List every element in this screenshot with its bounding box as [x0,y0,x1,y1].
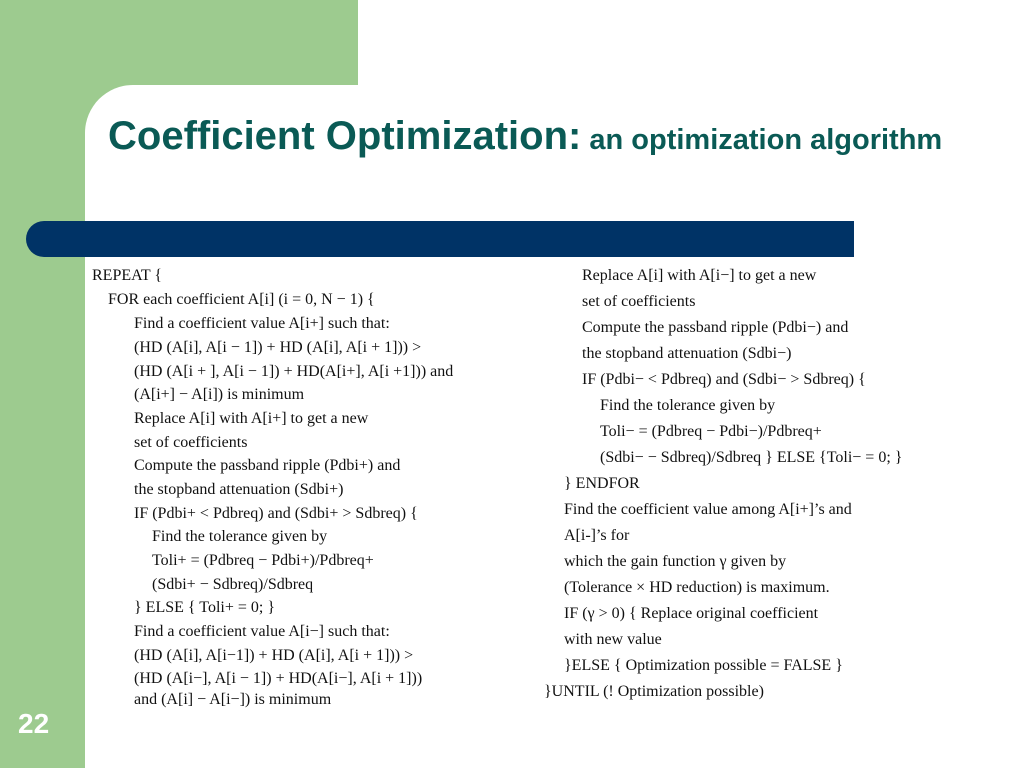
algo-line: A[i-]’s for [564,527,630,544]
algo-line: Find the tolerance given by [600,397,776,414]
title-main: Coefficient Optimization: [108,114,582,158]
algo-line: Find a coefficient value A[i+] such that: [134,315,390,332]
algo-line: and (A[i] − A[i−]) is minimum [134,691,332,708]
algo-line: Find the tolerance given by [152,528,328,545]
algo-line: (Tolerance × HD reduction) is maximum. [564,579,830,596]
algo-line: Find the coefficient value among A[i+]’s and [564,501,852,518]
algo-line: } ENDFOR [564,475,640,492]
algo-line: IF (Pdbi+ < Pdbreq) and (Sdbi+ > Sdbreq) { [134,505,418,522]
algo-line: (HD (A[i−], A[i − 1]) + HD(A[i−], A[i + 1])) [134,670,423,687]
algo-line: }ELSE { Optimization possible = FALSE } [564,657,843,674]
algo-line: Replace A[i] with A[i−] to get a new [582,267,817,284]
slide-number: 22 [18,708,50,739]
algo-line: }UNTIL (! Optimization possible) [544,683,764,700]
algo-line: (HD (A[i], A[i−1]) + HD (A[i], A[i + 1])) > [134,647,414,664]
algo-line: (Sdbi− − Sdbreq)/Sdbreq } ELSE {Toli− = 0; } [600,449,903,466]
slide-title [108,112,988,161]
algo-line: Compute the passband ripple (Pdbi−) and [582,319,849,336]
algo-line: IF (Pdbi− < Pdbreq) and (Sdbi− > Sdbreq) { [582,371,866,388]
title-divider-bar [26,221,854,257]
algo-line: Compute the passband ripple (Pdbi+) and [134,457,401,474]
algo-line: (HD (A[i], A[i − 1]) + HD (A[i], A[i + 1])) > [134,339,422,356]
algo-line: Toli− = (Pdbreq − Pdbi−)/Pdbreq+ [600,423,822,440]
algorithm-image [88,262,903,712]
algo-line: REPEAT { [92,267,163,284]
algo-line: IF (γ > 0) { Replace original coefficient [564,605,819,622]
algo-line: FOR each coefficient A[i] (i = 0, N − 1) { [108,291,375,308]
algo-line: (Sdbi+ − Sdbreq)/Sdbreq [152,576,314,593]
algo-line: (A[i+] − A[i]) is minimum [134,386,305,403]
algo-line: Toli+ = (Pdbreq − Pdbi+)/Pdbreq+ [152,552,374,569]
algo-line: } ELSE { Toli+ = 0; } [134,599,276,616]
algo-line: (HD (A[i + ], A[i − 1]) + HD(A[i+], A[i +1])) and [134,363,454,380]
algo-line: set of coefficients [582,293,696,310]
algo-line: set of coefficients [134,434,248,451]
algo-line: which the gain function γ given by [564,553,787,570]
algo-line: Find a coefficient value A[i−] such that: [134,623,390,640]
algo-line: the stopband attenuation (Sdbi+) [134,481,344,498]
algo-line: Replace A[i] with A[i+] to get a new [134,410,369,427]
algo-line: the stopband attenuation (Sdbi−) [582,345,792,362]
title-sub: an optimization algorithm [581,124,943,156]
algo-line: with new value [564,631,662,648]
